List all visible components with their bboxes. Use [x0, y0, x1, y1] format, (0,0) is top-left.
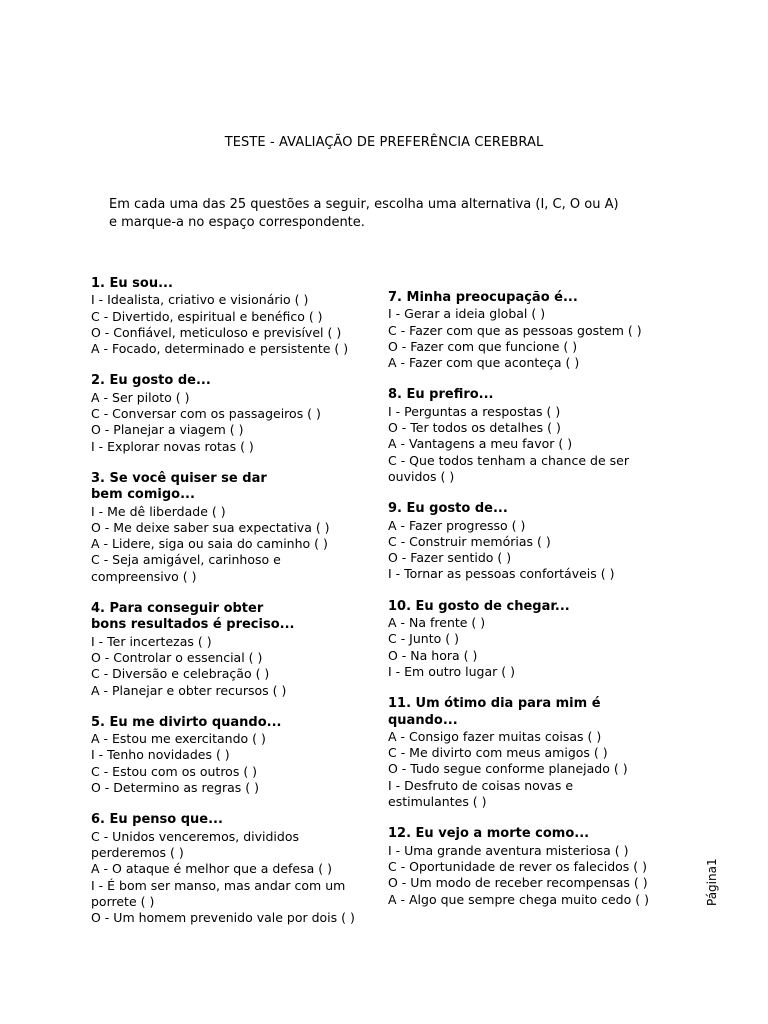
question-9: [388, 501, 678, 582]
option-1-i: I - Idealista, criativo e visionário ( ): [91, 292, 309, 308]
option-7-a: A - Fazer com que aconteça ( ): [388, 355, 580, 371]
question-3: [91, 471, 381, 585]
option-5-o: O - Determino as regras ( ): [91, 780, 259, 796]
option-3-o: O - Me deixe saber sua expectativa ( ): [91, 519, 330, 535]
option-1-c: C - Divertido, espiritual e benéfico ( ): [91, 308, 323, 324]
page-number-label: Página1: [705, 858, 719, 906]
document-title: TESTE - AVALIAÇÃO DE PREFERÊNCIA CEREBRAL: [224, 135, 544, 150]
option-6-a: A - O ataque é melhor que a defesa ( ): [91, 861, 332, 877]
option-8-o: O - Ter todos os detalhes ( ): [388, 420, 561, 436]
option-1-o: O - Confiável, meticuloso e previsível ( ): [91, 324, 342, 340]
left-column: [91, 276, 381, 942]
option-11-i: I - Desfruto de coisas novas e estimulantes ( ): [388, 777, 574, 810]
option-5-c: C - Estou com os outros ( ): [91, 763, 258, 779]
option-6-o: O - Um homem prevenido vale por dois ( ): [91, 910, 355, 926]
option-7-o: O - Fazer com que funcione ( ): [388, 338, 578, 354]
question-heading: 11. Um ótimo dia para mim é quando...: [388, 696, 601, 728]
option-10-a: A - Na frente ( ): [388, 615, 486, 631]
option-8-c: C - Que todos tenham a chance de ser ouvidos ( ): [388, 452, 629, 484]
option-8-i: I - Perguntas a respostas ( ): [388, 403, 561, 419]
option-12-c: C - Oportunidade de rever os falecidos ( ): [388, 858, 648, 874]
question-1: [91, 276, 381, 357]
option-6-c: C - Unidos venceremos, divididos perderemos ( ): [91, 828, 299, 860]
option-6-i: I - É bom ser manso, mas andar com um porrete ( ): [91, 877, 346, 909]
option-2-o: O - Planejar a viagem ( ): [91, 422, 244, 438]
option-12-a: A - Algo que sempre chega muito cedo ( ): [388, 891, 649, 907]
question-2: [91, 373, 381, 454]
question-10: [388, 599, 678, 680]
question-heading: 2. Eu gosto de...: [91, 373, 211, 389]
option-3-a: A - Lidere, siga ou saia do caminho ( ): [91, 536, 328, 552]
option-4-a: A - Planejar e obter recursos ( ): [91, 682, 287, 698]
option-10-c: C - Junto ( ): [388, 631, 459, 647]
option-11-c: C - Me divirto com meus amigos ( ): [388, 745, 608, 761]
option-2-c: C - Conversar com os passageiros ( ): [91, 406, 321, 422]
option-4-o: O - Controlar o essencial ( ): [91, 649, 263, 665]
question-heading: 10. Eu gosto de chegar...: [388, 598, 570, 614]
option-9-o: O - Fazer sentido ( ): [388, 550, 512, 566]
option-8-a: A - Vantagens a meu favor ( ): [388, 436, 573, 452]
option-9-i: I - Tornar as pessoas confortáveis ( ): [388, 566, 615, 582]
question-5: [91, 715, 381, 796]
option-3-i: I - Me dê liberdade ( ): [91, 503, 226, 519]
question-heading: 6. Eu penso que...: [91, 812, 223, 828]
question-heading: 4. Para conseguir obter bons resultados é preciso...: [91, 601, 295, 633]
question-heading: 3. Se você quiser se dar bem comigo...: [91, 470, 267, 503]
question-4: [91, 601, 381, 699]
option-12-i: I - Uma grande aventura misteriosa ( ): [388, 842, 629, 858]
question-heading: 5. Eu me divirto quando...: [91, 714, 282, 730]
option-10-i: I - Em outro lugar ( ): [388, 663, 515, 679]
right-column: [388, 290, 678, 924]
question-heading: 9. Eu gosto de...: [388, 501, 508, 517]
option-12-o: O - Um modo de receber recompensas ( ): [388, 875, 648, 891]
question-heading: 1. Eu sou...: [91, 276, 173, 291]
question-heading: 7. Minha preocupação é...: [388, 290, 578, 305]
question-heading: 8. Eu prefiro...: [388, 387, 494, 403]
option-4-c: C - Diversão e celebração ( ): [91, 666, 270, 682]
question-11: [388, 696, 678, 810]
question-6: [91, 812, 381, 926]
question-8: [388, 387, 678, 485]
option-7-c: C - Fazer com que as pessoas gostem ( ): [388, 322, 642, 338]
option-5-a: A - Estou me exercitando ( ): [91, 731, 266, 747]
option-7-i: I - Gerar a ideia global ( ): [388, 306, 546, 322]
option-11-o: O - Tudo segue conforme planejado ( ): [388, 761, 628, 777]
question-7: [388, 290, 678, 371]
instructions-text: Em cada uma das 25 questões a seguir, escolha uma alternativa (I, C, O ou A) e marque-a no espaço correspondente.: [109, 197, 619, 230]
question-heading: 12. Eu vejo a morte como...: [388, 826, 590, 842]
option-9-c: C - Construir memórias ( ): [388, 533, 551, 549]
option-10-o: O - Na hora ( ): [388, 647, 478, 663]
option-1-a: A - Focado, determinado e persistente ( ): [91, 341, 349, 357]
option-3-c: C - Seja amigável, carinhoso e compreensivo ( ): [91, 552, 281, 584]
option-11-a: A - Consigo fazer muitas coisas ( ): [388, 728, 602, 744]
option-2-a: A - Ser piloto ( ): [91, 389, 190, 405]
option-2-i: I - Explorar novas rotas ( ): [91, 438, 254, 454]
option-9-a: A - Fazer progresso ( ): [388, 517, 526, 533]
option-5-i: I - Tenho novidades ( ): [91, 747, 230, 763]
option-4-i: I - Ter incertezas ( ): [91, 633, 212, 649]
question-12: [388, 826, 678, 907]
